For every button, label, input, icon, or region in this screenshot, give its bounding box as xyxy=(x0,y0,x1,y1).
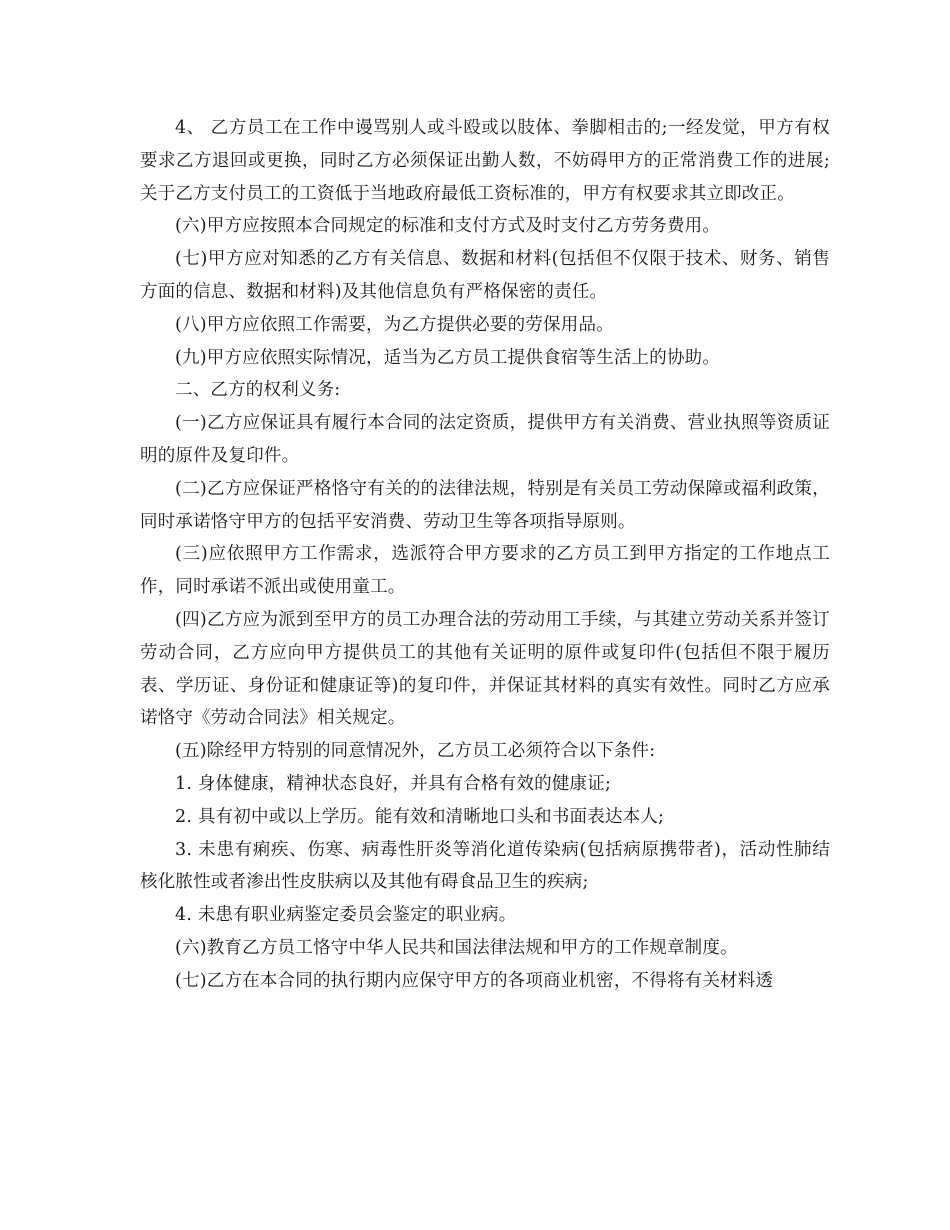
section-heading-party-b-rights: 二、乙方的权利义务: xyxy=(175,380,341,401)
paragraph-party-b-employment-procedures: (四)乙方应为派到至甲方的员工办理合法的劳动用工手续，与其建立劳动关系并签订劳动合同，乙方应向甲方提供员工的其他有关证明的原件或复印件(包括但不限于履历表、学历证、身份证和健康证等)的复印件，并保证其材料的真实有效性。同时乙方应承诺恪守《劳动合同法》相关规定。 xyxy=(140,609,830,729)
paragraph-item-4: 4、 乙方员工在工作中谩骂别人或斗殴或以肢体、拳脚相击的;一经发觉，甲方有权要求乙方退回或更换，同时乙方必须保证出勤人数，不妨碍甲方的正常消费工作的进展;关于乙方支付员工的工资低于当地政府最低工资标准的，甲方有权要求其立即改正。 xyxy=(140,118,830,204)
paragraph-party-b-qualification: (一)乙方应保证具有履行本合同的法定资质，提供甲方有关消费、营业执照等资质证明的原件及复印件。 xyxy=(140,413,830,466)
paragraph-party-b-education: (六)教育乙方员工恪守中华人民共和国法律法规和甲方的工作规章制度。 xyxy=(175,937,738,958)
paragraph-party-b-laws: (二)乙方应保证严格恪守有关的的法律法规，特别是有关员工劳动保障或福利政策，同时承诺恪守甲方的包括平安消费、劳动卫生等各项指导原则。 xyxy=(140,478,830,532)
paragraph-party-a-accommodation: (九)甲方应依照实际情况，适当为乙方员工提供食宿等生活上的协助。 xyxy=(175,347,721,368)
paragraph-party-b-trade-secrets: (七)乙方在本合同的执行期内应保守甲方的各项商业机密，不得将有关材料透 xyxy=(175,970,774,991)
document-body xyxy=(140,112,830,998)
paragraph-party-b-conditions: (五)除经甲方特别的同意情况外，乙方员工必须符合以下条件: xyxy=(175,741,656,762)
condition-item-3: 3. 未患有痢疾、伤寒、病毒性肝炎等消化道传染病(包括病原携带者)，活动性肺结核化脓性或者渗出性皮肤病以及其他有碍食品卫生的疾病; xyxy=(140,839,830,893)
condition-item-1: 1. 身体健康，精神状态良好，并具有合格有效的健康证; xyxy=(175,773,612,794)
condition-item-2: 2. 具有初中或以上学历。能有效和清晰地口头和书面表达本人; xyxy=(175,806,665,827)
paragraph-party-a-pay-fees: (六)甲方应按照本合同规定的标准和支付方式及时支付乙方劳务费用。 xyxy=(175,216,721,237)
paragraph-party-b-dispatch: (三)应依照甲方工作需求，选派符合甲方要求的乙方员工到甲方指定的工作地点工作，同时承诺不派出或使用童工。 xyxy=(140,544,830,598)
condition-item-4: 4. 未患有职业病鉴定委员会鉴定的职业病。 xyxy=(175,905,517,926)
paragraph-party-a-protective-gear: (八)甲方应依照工作需要，为乙方提供必要的劳保用品。 xyxy=(175,314,614,335)
paragraph-party-a-confidentiality: (七)甲方应对知悉的乙方有关信息、数据和材料(包括但不仅限于技术、财务、销售方面的信息、数据和材料)及其他信息负有严格保密的责任。 xyxy=(140,249,830,302)
